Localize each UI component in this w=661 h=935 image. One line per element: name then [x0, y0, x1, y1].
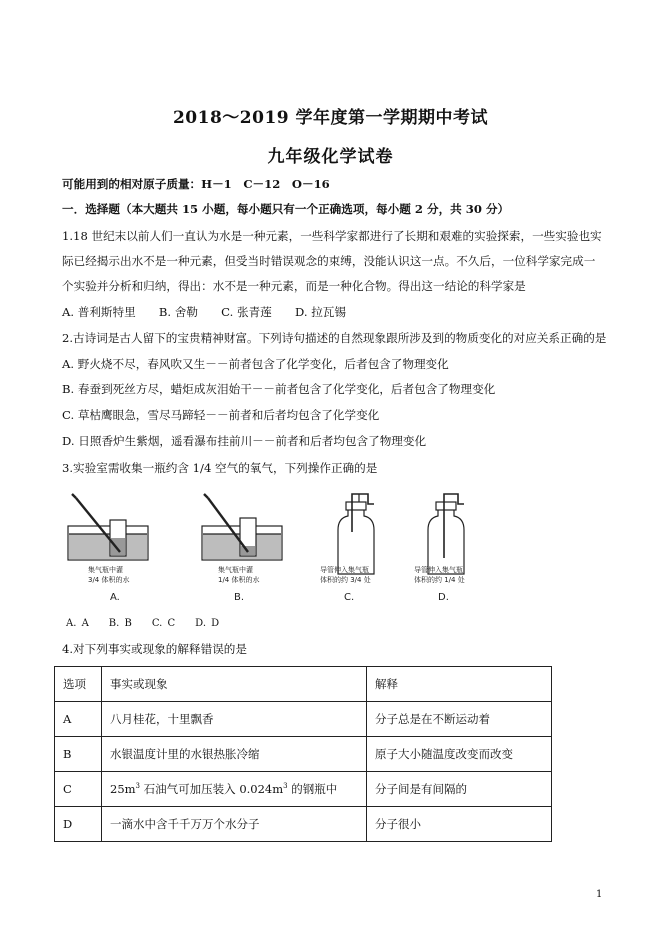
table-row: [55, 807, 552, 842]
caption-a-letter: A.: [110, 592, 120, 603]
caption-a-2: 3/4 体积的水: [88, 576, 130, 584]
caption-b-letter: B.: [234, 592, 245, 603]
caption-b-2: 1/4 体积的水: [218, 576, 260, 584]
q1-line-3: 个实验并分析和归纳，得出：水不是一种元素，而是一种化合物。得出这一结论的科学家是: [62, 279, 526, 293]
caption-c-letter: C.: [344, 592, 355, 603]
atomic-mass-line: 可能用到的相对原子质量：H－1 C－12 O－16: [62, 177, 330, 191]
table-cell: B: [55, 737, 102, 772]
exam-title: 2018～2019 学年度第一学期期中考试: [172, 108, 489, 128]
caption-a-1: 集气瓶中灌: [88, 566, 123, 574]
q4-stem: 4.对下列事实或现象的解释错误的是: [62, 642, 247, 656]
table-cell: A: [55, 702, 102, 737]
caption-b-1: 集气瓶中灌: [218, 566, 253, 574]
table-cell: [102, 772, 367, 807]
fact-part: 25m: [110, 782, 136, 796]
apparatus-b: [202, 494, 282, 560]
table-header: 选项: [55, 667, 102, 702]
table-cell: C: [55, 772, 102, 807]
q2-option-a: A. 野火烧不尽，春风吹又生－－前者包含了化学变化，后者包含了物理变化: [62, 357, 449, 371]
q3-figure: [62, 492, 502, 610]
superscript: 3: [135, 782, 141, 791]
q1-line-1: 1.18 世纪末以前人们一直认为水是一种元素，一些科学家都进行了长期和艰难的实验探索，一些实验也实: [62, 229, 602, 243]
caption-d-letter: D.: [438, 592, 449, 603]
apparatus-c: [338, 494, 374, 574]
q2-option-c: C. 草枯鹰眼急，雪尽马蹄轻－－前者和后者均包含了化学变化: [62, 408, 380, 422]
table-header-row: [55, 667, 552, 702]
table-cell: 原子大小随温度改变而改变: [367, 737, 552, 772]
q1-options: A. 普利斯特里 B. 舍勒 C. 张青莲 D. 拉瓦锡: [62, 305, 346, 319]
q2-stem: 2.古诗词是古人留下的宝贵精神财富。下列诗句描述的自然现象跟所涉及到的物质变化的对应关系正确的是: [62, 331, 607, 345]
q3-options: A. A B. B C. C D. D: [66, 618, 220, 629]
superscript: 3: [283, 782, 288, 791]
table-row: [55, 737, 552, 772]
q3-stem: 3.实验室需收集一瓶约含 1/4 空气的氧气，下列操作正确的是: [62, 461, 378, 475]
table-row: [55, 702, 552, 737]
q4-table: [54, 666, 552, 842]
fact-part: 的钢瓶中: [287, 782, 338, 796]
caption-d-1: 导管伸入集气瓶: [414, 566, 463, 574]
table-cell: 分子间是有间隔的: [367, 772, 552, 807]
table-cell: 分子总是在不断运动着: [367, 702, 552, 737]
caption-d-2: 体积的约 1/4 处: [414, 576, 465, 584]
table-cell: 水银温度计里的水银热胀冷缩: [102, 737, 367, 772]
table-cell: 八月桂花，十里飘香: [102, 702, 367, 737]
apparatus-a: [68, 494, 148, 560]
exam-subtitle: 九年级化学试卷: [267, 147, 394, 167]
caption-c-1: 导管伸入集气瓶: [320, 566, 369, 574]
table-header: 事实或现象: [102, 667, 367, 702]
table-cell: 一滴水中含千千万万个水分子: [102, 807, 367, 842]
q2-option-b: B. 春蚕到死丝方尽，蜡炬成灰泪始干－－前者包含了化学变化，后者包含了物理变化: [62, 382, 496, 396]
section-heading: 一．选择题（本大题共 15 小题，每小题只有一个正确选项，每小题 2 分，共 30 分）: [62, 202, 510, 216]
page-number: 1: [596, 889, 603, 900]
q2-option-d: D. 日照香炉生紫烟，遥看瀑布挂前川－－前者和后者均包含了物理变化: [62, 434, 427, 448]
table-row: [55, 772, 552, 807]
fact-part: 石油气可加压装入 0.024m: [140, 782, 284, 796]
table-cell: 分子很小: [367, 807, 552, 842]
table-cell: D: [55, 807, 102, 842]
table-header: 解释: [367, 667, 552, 702]
caption-c-2: 体积的约 3/4 处: [320, 576, 371, 584]
q1-line-2: 际已经揭示出水不是一种元素，但受当时错误观念的束缚，没能认识这一点。不久后，一位科学家完成一: [62, 254, 596, 268]
apparatus-d: [428, 494, 464, 574]
